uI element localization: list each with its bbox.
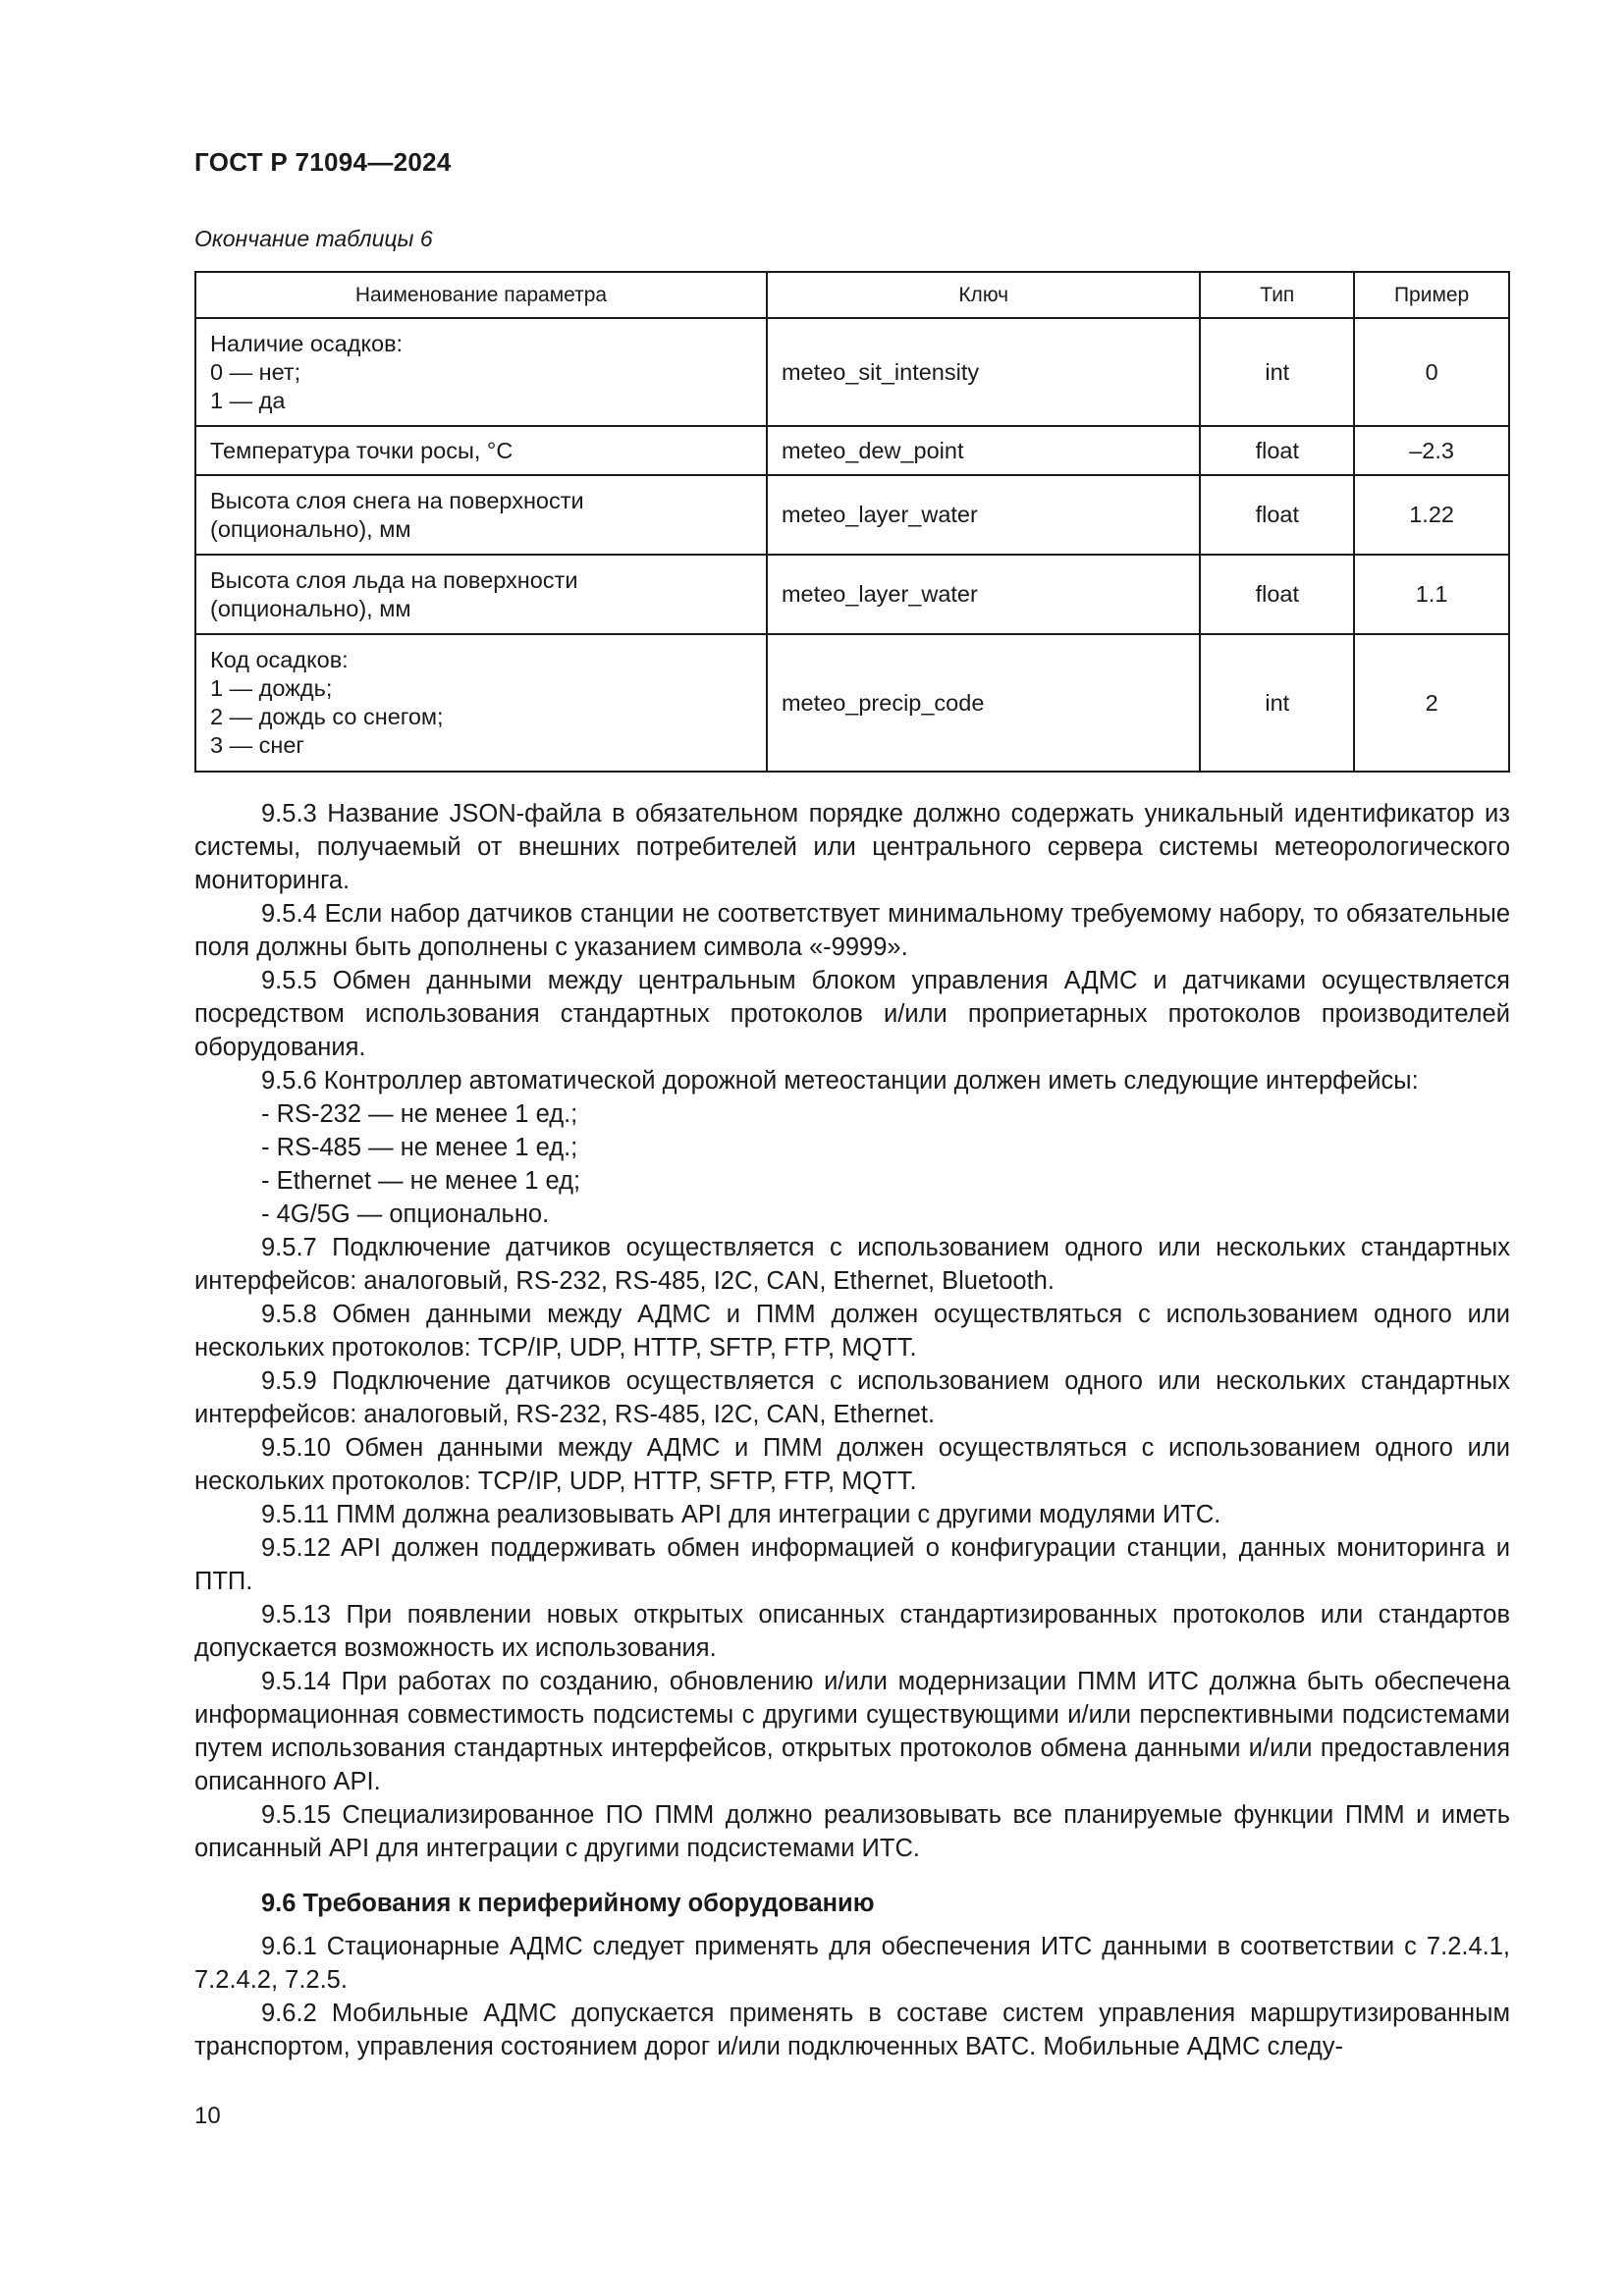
cell-type: float: [1200, 426, 1354, 475]
page-number: 10: [194, 2103, 221, 2129]
parameters-table: [194, 271, 1510, 773]
cell-param-name: Код осадков: 1 — дождь; 2 — дождь со снегом; 3 — снег: [195, 634, 767, 772]
col-header-key: Ключ: [767, 272, 1200, 318]
cell-type: float: [1200, 555, 1354, 634]
col-header-type: Тип: [1200, 272, 1354, 318]
list-item: - RS-485 — не менее 1 ед.;: [261, 1134, 578, 1161]
cell-param-name: Высота слоя снега на поверхности (опционально), мм: [195, 475, 767, 555]
cell-example: 0: [1354, 318, 1509, 426]
paragraph-9-6-2: 9.6.2 Мобильные АДМС допускается применять в составе систем управления маршрутизированным транспортом, управления состоянием дорог и/или подключенных ВАТС. Мобильные АДМС следу-: [194, 2000, 1510, 2060]
standard-header: ГОСТ Р 71094—2024: [194, 147, 452, 177]
table-header-row: [195, 272, 1509, 318]
cell-type: int: [1200, 318, 1354, 426]
cell-param-name: Наличие осадков: 0 — нет; 1 — да: [195, 318, 767, 426]
list-item: - RS-232 — не менее 1 ед.;: [261, 1100, 578, 1128]
cell-param-name: Высота слоя льда на поверхности (опционально), мм: [195, 555, 767, 634]
paragraph-9-5-11: 9.5.11 ПММ должна реализовывать API для интеграции с другими модулями ИТС.: [261, 1501, 1221, 1528]
paragraph-9-5-14: 9.5.14 При работах по созданию, обновлению и/или модернизации ПММ ИТС должна быть обеспечена информационная совместимость подсистемы с другими существующими и/или перспективными подсистемами путем использования стандартных интерфейсов, открытых протоколов обмена данными и/или предоставления описанного API.: [194, 1668, 1510, 1795]
cell-example: 1.1: [1354, 555, 1509, 634]
list-item: - Ethernet — не менее 1 ед;: [261, 1167, 581, 1195]
cell-param-name: Температура точки росы, °С: [195, 426, 767, 475]
cell-key: meteo_precip_code: [767, 634, 1200, 772]
section-heading-9-6: 9.6 Требования к периферийному оборудованию: [261, 1890, 875, 1917]
cell-key: meteo_layer_water: [767, 555, 1200, 634]
table-row: [195, 555, 1509, 634]
cell-type: int: [1200, 634, 1354, 772]
document-body: [194, 797, 1510, 2063]
table-row: [195, 426, 1509, 475]
paragraph-9-5-12: 9.5.12 API должен поддерживать обмен информацией о конфигурации станции, данных мониторинга и ПТП.: [194, 1534, 1510, 1595]
list-item: - 4G/5G — опционально.: [261, 1201, 550, 1228]
cell-type: float: [1200, 475, 1354, 555]
paragraph-9-5-3: 9.5.3 Название JSON-файла в обязательном порядке должно содержать уникальный идентификатор из системы, получаемый от внешних потребителей или центрального сервера системы метеорологического мониторинга.: [194, 800, 1510, 894]
table-row: [195, 475, 1509, 555]
cell-key: meteo_sit_intensity: [767, 318, 1200, 426]
cell-example: 1.22: [1354, 475, 1509, 555]
table-row: [195, 634, 1509, 772]
paragraph-9-5-4: 9.5.4 Если набор датчиков станции не соответствует минимальному требуемому набору, то обязательные поля должны быть дополнены с указанием символа «-9999».: [194, 900, 1510, 961]
paragraph-9-5-6: 9.5.6 Контроллер автоматической дорожной метеостанции должен иметь следующие интерфейсы:: [261, 1067, 1419, 1095]
table-row: [195, 318, 1509, 426]
paragraph-9-5-7: 9.5.7 Подключение датчиков осуществляется с использованием одного или нескольких стандартных интерфейсов: аналоговый, RS-232, RS-485, I2C, CAN, Ethernet, Bluetooth.: [194, 1234, 1510, 1295]
paragraph-9-5-13: 9.5.13 При появлении новых открытых описанных стандартизированных протоколов или стандартов допускается возможность их использования.: [194, 1601, 1510, 1662]
cell-key: meteo_layer_water: [767, 475, 1200, 555]
paragraph-9-5-9: 9.5.9 Подключение датчиков осуществляется с использованием одного или нескольких стандартных интерфейсов: аналоговый, RS-232, RS-485, I2C, CAN, Ethernet.: [194, 1367, 1510, 1428]
paragraph-9-5-15: 9.5.15 Специализированное ПО ПММ должно реализовывать все планируемые функции ПММ и иметь описанный API для интеграции с другими подсистемами ИТС.: [194, 1801, 1510, 1862]
col-header-example: Пример: [1354, 272, 1509, 318]
paragraph-9-5-5: 9.5.5 Обмен данными между центральным блоком управления АДМС и датчиками осуществляется посредством использования стандартных протоколов и/или проприетарных протоколов производителей оборудования.: [194, 967, 1510, 1061]
paragraph-9-5-10: 9.5.10 Обмен данными между АДМС и ПММ должен осуществляться с использованием одного или нескольких протоколов: TCP/IP, UDP, HTTP, SFTP, FTP, MQTT.: [194, 1434, 1510, 1495]
cell-example: –2.3: [1354, 426, 1509, 475]
cell-key: meteo_dew_point: [767, 426, 1200, 475]
col-header-name: Наименование параметра: [195, 272, 767, 318]
paragraph-9-5-8: 9.5.8 Обмен данными между АДМС и ПММ должен осуществляться с использованием одного или нескольких протоколов: TCP/IP, UDP, HTTP, SFTP, FTP, MQTT.: [194, 1301, 1510, 1362]
table-caption: Окончание таблицы 6: [194, 226, 433, 251]
paragraph-9-6-1: 9.6.1 Стационарные АДМС следует применять для обеспечения ИТС данными в соответствии с 7.2.4.1, 7.2.4.2, 7.2.5.: [194, 1933, 1510, 1994]
cell-example: 2: [1354, 634, 1509, 772]
